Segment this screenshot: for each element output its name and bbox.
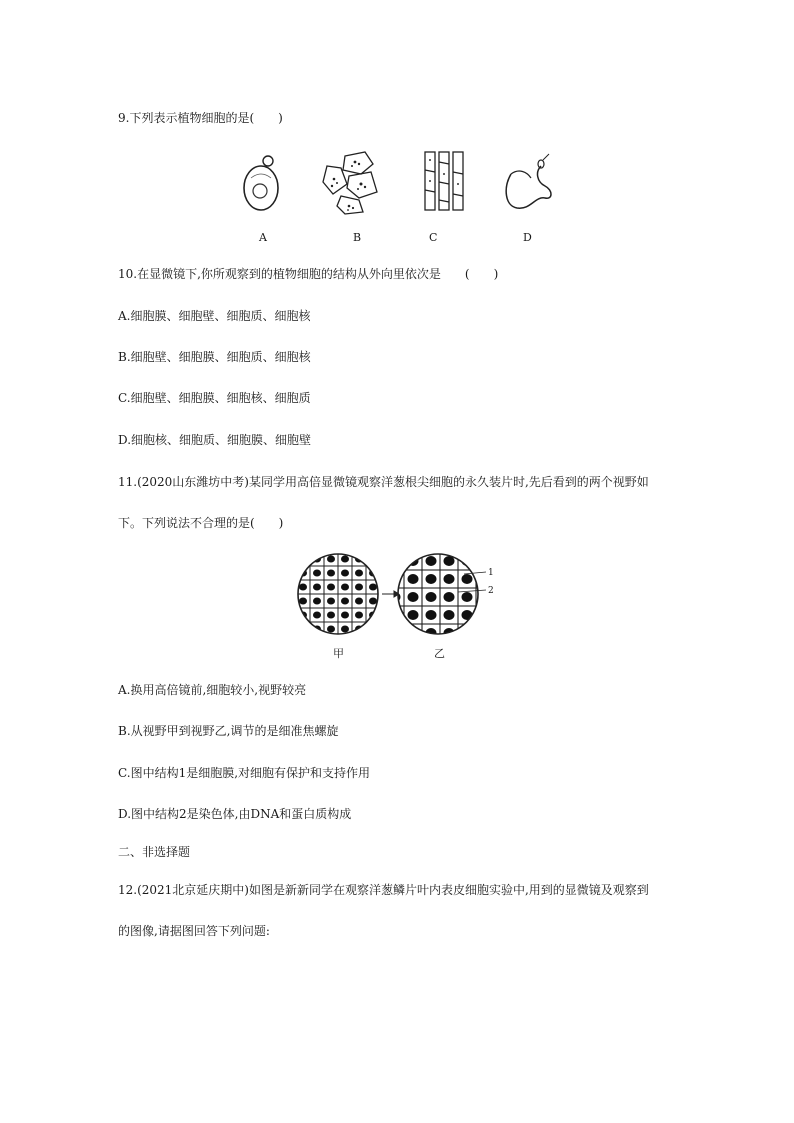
- q10-option-d: D.细胞核、细胞质、细胞膜、细胞壁: [118, 433, 312, 447]
- q11-pointer-1: 1: [488, 568, 494, 578]
- q9-label-c: C: [429, 231, 438, 244]
- q11-text-line2: 下。下列说法不合理的是( ): [118, 516, 284, 530]
- q9-label-d: D: [523, 231, 532, 244]
- section-title: 二、非选择题: [118, 845, 191, 859]
- q12-text-line2: 的图像,请据图回答下列问题:: [118, 924, 270, 938]
- q11-label-yi: 乙: [434, 647, 445, 660]
- q11-pointer-2: 2: [488, 586, 494, 596]
- q11-microscope-figure: [296, 552, 506, 642]
- cell-d-drawing: [506, 154, 551, 208]
- q10-text: 10.在显微镜下,你所观察到的植物细胞的结构从外向里依次是 ( ): [118, 267, 499, 281]
- q10-option-a: A.细胞膜、细胞壁、细胞质、细胞核: [118, 309, 311, 323]
- q11-option-a: A.换用高倍镜前,细胞较小,视野较亮: [118, 683, 307, 697]
- q11-option-d: D.图中结构2是染色体,由DNA和蛋白质构成: [118, 807, 352, 821]
- cell-b-drawing: [323, 152, 377, 214]
- q11-label-jia: 甲: [333, 647, 344, 660]
- cell-c-drawing: [425, 152, 463, 210]
- cell-a-drawing: [244, 156, 278, 210]
- q9-text: 9.下列表示植物细胞的是( ): [118, 111, 283, 125]
- q10-option-b: B.细胞壁、细胞膜、细胞质、细胞核: [118, 350, 311, 364]
- q12-text-line1: 12.(2021北京延庆期中)如图是新新同学在观察洋葱鳞片叶内表皮细胞实验中,用到的显微镜及观察到: [118, 883, 649, 897]
- q11-option-b: B.从视野甲到视野乙,调节的是细准焦螺旋: [118, 724, 339, 738]
- q9-label-a: A: [259, 231, 267, 244]
- q9-cell-figure: [235, 148, 555, 218]
- q11-text-line1: 11.(2020山东潍坊中考)某同学用高倍显微镜观察洋葱根尖细胞的永久装片时,先后看到的两个视野如: [118, 475, 649, 489]
- arrow: [382, 591, 399, 597]
- q11-option-c: C.图中结构1是细胞膜,对细胞有保护和支持作用: [118, 766, 371, 780]
- q9-label-b: B: [353, 231, 362, 244]
- q10-option-c: C.细胞壁、细胞膜、细胞核、细胞质: [118, 391, 311, 405]
